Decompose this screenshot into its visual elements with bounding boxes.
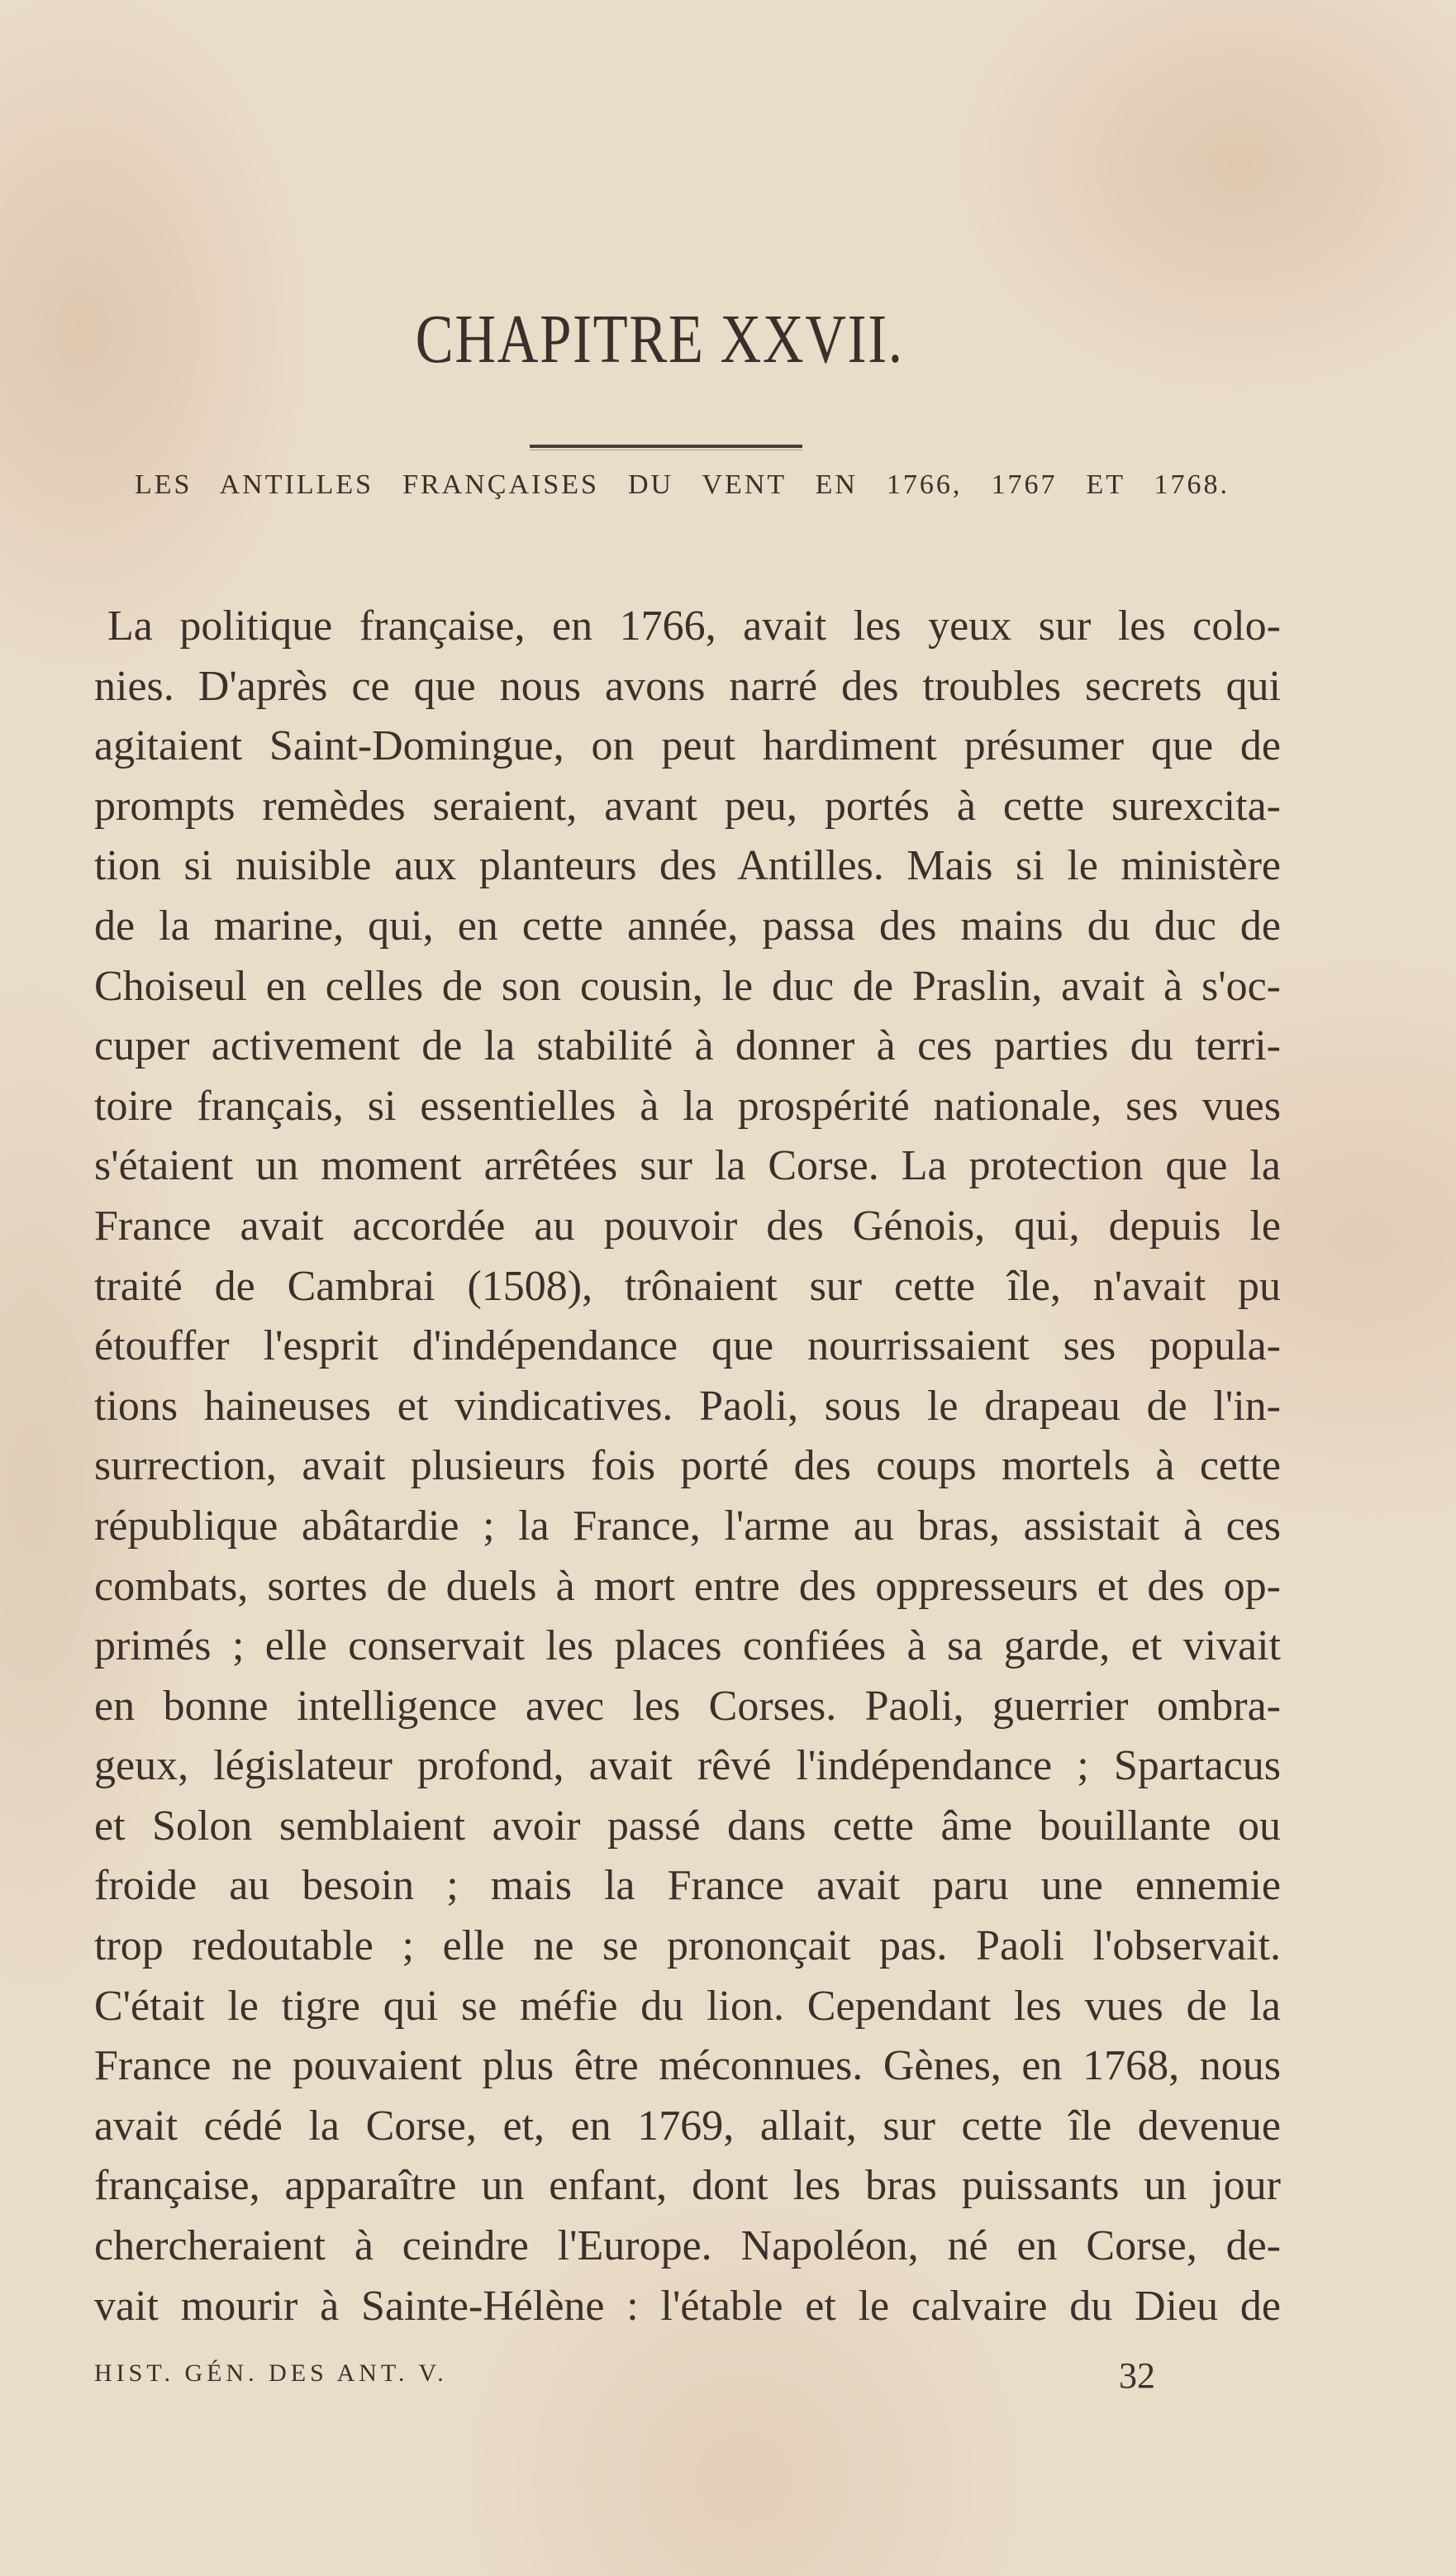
chapter-subtitle: LES ANTILLES FRANÇAISES DU VENT EN 1766, 1767 ET 1768.	[135, 469, 1230, 500]
footer-signature: HIST. GÉN. DES ANT. V.	[94, 2359, 448, 2387]
footer-sheet-number: 32	[1119, 2355, 1155, 2396]
text-line: agitaient Saint-Domingue, on peut hardiment présumer que de	[94, 722, 1281, 770]
body-text	[94, 597, 1281, 2336]
text-line: de la marine, qui, en cette année, passa des mains du duc de	[94, 902, 1281, 950]
text-line: tions haineuses et vindicatives. Paoli, sous le drapeau de l'in-	[94, 1382, 1281, 1430]
text-line: combats, sortes de duels à mort entre des oppresseurs et des op-	[94, 1562, 1281, 1610]
text-line: France avait accordée au pouvoir des Génois, qui, depuis le	[94, 1202, 1281, 1250]
text-line: trop redoutable ; elle ne se prononçait pas. Paoli l'observait.	[94, 1922, 1281, 1970]
chapter-title: CHAPITRE XXVII.	[415, 301, 904, 378]
text-line: vait mourir à Sainte-Hélène : l'étable et le calvaire du Dieu de	[94, 2282, 1281, 2330]
title-rule-divider	[530, 445, 802, 448]
text-line: et Solon semblaient avoir passé dans cette âme bouillante ou	[94, 1802, 1281, 1850]
text-line: avait cédé la Corse, et, en 1769, allait, sur cette île devenue	[94, 2102, 1281, 2150]
text-line: traité de Cambrai (1508), trônaient sur cette île, n'avait pu	[94, 1262, 1281, 1310]
text-line: république abâtardie ; la France, l'arme au bras, assistait à ces	[94, 1502, 1281, 1550]
text-line: s'étaient un moment arrêtées sur la Corse. La protection que la	[94, 1142, 1281, 1190]
text-line: surrection, avait plusieurs fois porté des coups mortels à cette	[94, 1442, 1281, 1490]
text-line: étouffer l'esprit d'indépendance que nourrissaient ses popula-	[94, 1322, 1281, 1370]
text-line: chercheraient à ceindre l'Europe. Napoléon, né en Corse, de-	[94, 2222, 1281, 2270]
text-line: C'était le tigre qui se méfie du lion. Cependant les vues de la	[94, 1982, 1281, 2030]
text-line: prompts remèdes seraient, avant peu, portés à cette surexcita-	[94, 782, 1281, 830]
text-line: française, apparaître un enfant, dont les bras puissants un jour	[94, 2162, 1281, 2210]
text-line: La politique française, en 1766, avait les yeux sur les colo-	[107, 602, 1281, 650]
text-line: cuper activement de la stabilité à donner à ces parties du terri-	[94, 1022, 1281, 1070]
text-line: toire français, si essentielles à la prospérité nationale, ses vues	[94, 1082, 1281, 1130]
text-line: geux, législateur profond, avait rêvé l'indépendance ; Spartacus	[94, 1742, 1281, 1790]
text-line: nies. D'après ce que nous avons narré des troubles secrets qui	[94, 662, 1281, 710]
text-line: tion si nuisible aux planteurs des Antilles. Mais si le ministère	[94, 842, 1281, 890]
text-line: France ne pouvaient plus être méconnues. Gènes, en 1768, nous	[94, 2042, 1281, 2090]
text-line: froide au besoin ; mais la France avait paru une ennemie	[94, 1862, 1281, 1910]
text-line: primés ; elle conservait les places confiées à sa garde, et vivait	[94, 1622, 1281, 1670]
text-line: en bonne intelligence avec les Corses. Paoli, guerrier ombra-	[94, 1682, 1281, 1730]
text-line: Choiseul en celles de son cousin, le duc de Praslin, avait à s'oc-	[94, 962, 1281, 1010]
